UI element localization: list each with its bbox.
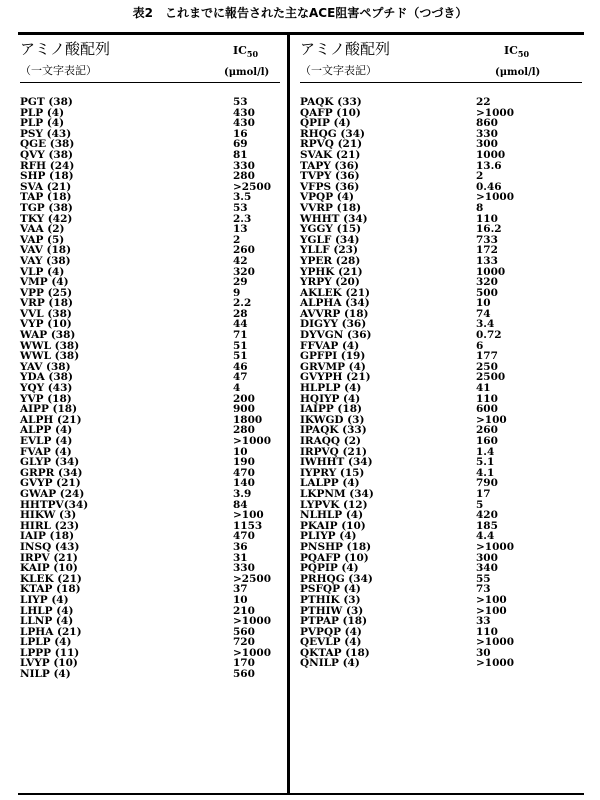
- ic50-value: 280: [233, 424, 255, 437]
- peptide-sequence: VVL (38): [20, 307, 72, 320]
- peptide-sequence: HIRL (23): [20, 519, 80, 532]
- peptide-sequence: PSY (43): [20, 127, 72, 140]
- peptide-sequence: IAIP (18): [20, 530, 75, 543]
- ic50-value: 30: [476, 646, 491, 659]
- peptide-sequence: SVAK (21): [300, 148, 361, 161]
- ic50-value: 110: [476, 392, 498, 405]
- ic50-value: 0.72: [476, 329, 502, 342]
- peptide-sequence: WWL (38): [20, 339, 80, 352]
- peptide-sequence: ALPH (21): [20, 413, 82, 426]
- ic50-value: 3.4: [476, 318, 495, 331]
- peptide-sequence: PTHIW (3): [300, 604, 364, 617]
- ic50-value: 13.6: [476, 159, 502, 172]
- peptide-sequence: IRPV (21): [20, 551, 78, 564]
- peptide-sequence: QVY (38): [20, 148, 73, 161]
- peptide-sequence: NLHLP (4): [300, 509, 364, 522]
- peptide-sequence: VVRP (18): [300, 201, 362, 214]
- ic50-value: 110: [476, 212, 498, 225]
- peptide-sequence: GLYP (34): [20, 456, 80, 469]
- ic50-value: 37: [233, 583, 248, 596]
- peptide-sequence: YDA (38): [20, 371, 73, 384]
- peptide-sequence: VFPS (36): [300, 180, 360, 193]
- ic50-value: 8: [476, 201, 484, 214]
- ic50-value: 330: [476, 127, 498, 140]
- peptide-sequence: QAFP (10): [300, 106, 361, 119]
- peptide-sequence: HIKW (3): [20, 509, 77, 522]
- ic50-value: >1000: [233, 646, 272, 659]
- ic50-value: 6: [476, 339, 484, 352]
- peptide-sequence: GVYPH (21): [300, 371, 371, 384]
- ic50-value: 860: [476, 117, 498, 130]
- ic50-value: 160: [476, 435, 498, 447]
- peptide-sequence: EVLP (4): [20, 435, 73, 447]
- peptide-sequence: DYVGN (36): [300, 329, 372, 342]
- peptide-sequence: TGP (38): [20, 201, 73, 214]
- peptide-sequence: RPVQ (21): [300, 138, 363, 151]
- peptide-sequence: QKTAP (18): [300, 646, 370, 659]
- peptide-sequence: FFVAP (4): [300, 339, 360, 352]
- ic50-value: 500: [476, 286, 498, 299]
- ic50-value: 110: [476, 625, 498, 638]
- ic50-value: >100: [233, 509, 264, 522]
- ic50-value: 53: [233, 96, 248, 108]
- peptide-sequence: LVYP (10): [20, 657, 78, 670]
- ic50-value: 320: [233, 265, 255, 278]
- ic50-value: 51: [233, 339, 248, 352]
- ic50-value: 81: [233, 148, 248, 161]
- peptide-sequence: LALPP (4): [300, 477, 360, 490]
- ic50-value: 1800: [233, 413, 263, 426]
- peptide-sequence: IYPRY (15): [300, 466, 365, 479]
- ic50-value: 430: [233, 117, 255, 130]
- ic50-value: 9: [233, 286, 241, 299]
- peptide-sequence: VRP (18): [20, 297, 73, 310]
- ic50-value: 1000: [476, 148, 506, 161]
- peptide-sequence: VPQP (4): [300, 191, 354, 204]
- peptide-sequence: GVYP (21): [20, 477, 81, 490]
- peptide-sequence: IAIPP (18): [300, 403, 362, 416]
- peptide-sequence: PSFQP (4): [300, 583, 361, 596]
- peptide-sequence: QGE (38): [20, 138, 75, 151]
- peptide-sequence: LKPNM (34): [300, 487, 374, 500]
- peptide-sequence: TVPY (36): [300, 170, 360, 183]
- peptide-sequence: AVVRP (18): [300, 307, 369, 320]
- header-rule: [300, 82, 582, 83]
- ic50-header: [233, 45, 258, 60]
- peptide-sequence: AIPP (18): [20, 403, 78, 416]
- ic50-value: 1153: [233, 519, 263, 532]
- peptide-sequence: VAA (2): [20, 223, 65, 236]
- peptide-sequence: TAP (18): [20, 191, 72, 204]
- ic50-value: 71: [233, 329, 248, 342]
- peptide-sequence: PNSHP (18): [300, 540, 372, 553]
- peptide-sequence: WWL (38): [20, 350, 80, 363]
- sequence-header: アミノ酸配列: [20, 40, 111, 58]
- peptide-sequence: LPHA (21): [20, 625, 82, 638]
- peptide-sequence: PTPAP (18): [300, 615, 368, 628]
- peptide-sequence: IWHHT (34): [300, 456, 373, 469]
- peptide-sequence: LHLP (4): [20, 604, 74, 617]
- peptide-sequence: PVPQP (4): [300, 625, 362, 638]
- peptide-sequence: LIYP (4): [20, 593, 69, 606]
- peptide-sequence: QEVLP (4): [300, 636, 362, 649]
- ic50-value: 2500: [476, 371, 506, 384]
- ic50-value: 4.1: [476, 466, 495, 479]
- peptide-sequence: PQPIP (4): [300, 562, 359, 575]
- ic50-value: 420: [476, 509, 498, 522]
- ic50-value: 16.2: [476, 223, 502, 236]
- ic50-value: >100: [476, 413, 507, 426]
- ic50-value: 31: [233, 551, 248, 564]
- peptide-sequence: VAV (18): [20, 244, 72, 257]
- ic50-value: 3.9: [233, 487, 252, 500]
- peptide-sequence: PLP (4): [20, 106, 65, 119]
- ic50-value: >2500: [233, 180, 272, 193]
- ic50-value: 300: [476, 138, 498, 151]
- ic50-value: 2.2: [233, 297, 252, 310]
- ic50-value: 10: [233, 445, 248, 458]
- peptide-sequence: VAY (38): [20, 254, 71, 267]
- ic50-value: 33: [476, 615, 491, 628]
- header-rule: [20, 82, 280, 83]
- ic50-value: 42: [233, 254, 248, 267]
- peptide-sequence: WAP (38): [20, 329, 76, 342]
- ic50-value: 250: [476, 360, 498, 373]
- ic50-value: 720: [233, 636, 255, 649]
- peptide-sequence: YAV (38): [20, 360, 71, 373]
- peptide-sequence: YVP (18): [20, 392, 72, 405]
- ic50-value: 470: [233, 530, 255, 543]
- peptide-sequence: YPER (28): [300, 254, 361, 267]
- ic50-value: >1000: [476, 657, 515, 670]
- ic50-value: >100: [476, 593, 507, 606]
- ic50-value: 900: [233, 403, 255, 416]
- ic50-value: 10: [233, 593, 248, 606]
- ic50-value: 200: [233, 392, 255, 405]
- peptide-sequence: GRPR (34): [20, 466, 83, 479]
- ic50-value: 16: [233, 127, 248, 140]
- ic50-value: 790: [476, 477, 498, 490]
- ic50-value: 3.5: [233, 191, 252, 204]
- peptide-sequence: YGLF (34): [300, 233, 360, 246]
- peptide-sequence: PKAIP (10): [300, 519, 366, 532]
- peptide-sequence: WHHT (34): [300, 212, 368, 225]
- column-divider: [287, 35, 290, 793]
- peptide-sequence: KLEK (21): [20, 572, 82, 585]
- ic50-header-main: IC: [504, 44, 518, 57]
- peptide-sequence: RFH (24): [20, 159, 75, 172]
- peptide-sequence: VPP (25): [20, 286, 73, 299]
- ic50-value: >2500: [233, 572, 272, 585]
- unit-header: (μmol/l): [224, 67, 270, 78]
- ic50-value: 260: [476, 424, 498, 437]
- ic50-value: 1000: [476, 265, 506, 278]
- ic50-value: 2.3: [233, 212, 252, 225]
- ic50-value: 84: [233, 498, 248, 511]
- table-title: 表2 これまでに報告された主なACE阻害ペプチド（つづき）: [132, 6, 468, 20]
- ic50-header: [504, 45, 529, 60]
- peptide-sequence: PLP (4): [20, 117, 65, 130]
- peptide-sequence: YGGY (15): [300, 223, 362, 236]
- ic50-value: 340: [476, 562, 498, 575]
- peptide-sequence: KTAP (18): [20, 583, 81, 596]
- ic50-value: 185: [476, 519, 498, 532]
- ic50-value: 47: [233, 371, 248, 384]
- peptide-sequence: GPFPI (19): [300, 350, 366, 363]
- ic50-value: 170: [233, 657, 255, 670]
- sequence-header: アミノ酸配列: [300, 40, 391, 58]
- bottom-rule: [18, 793, 584, 795]
- ic50-value: 430: [233, 106, 255, 119]
- ic50-value: 69: [233, 138, 248, 151]
- peptide-sequence: PRHQG (34): [300, 572, 373, 585]
- ic50-value: 280: [233, 170, 255, 183]
- ic50-value: >1000: [233, 435, 272, 447]
- ic50-value: 560: [233, 625, 255, 638]
- ic50-value: >1000: [476, 540, 515, 553]
- peptide-sequence: PAQK (33): [300, 96, 362, 108]
- ic50-value: 300: [476, 551, 498, 564]
- ic50-value: 5.1: [476, 456, 495, 469]
- ic50-value: 51: [233, 350, 248, 363]
- peptide-sequence: FVAP (4): [20, 445, 72, 458]
- peptide-sequence: ALPP (4): [20, 424, 73, 437]
- ic50-value: >1000: [476, 191, 515, 204]
- ic50-value: 4.4: [476, 530, 495, 543]
- ic50-value: 44: [233, 318, 248, 331]
- ic50-value: 733: [476, 233, 498, 246]
- ic50-value: 260: [233, 244, 255, 257]
- ic50-value: 177: [476, 350, 498, 363]
- ic50-value: 17: [476, 487, 491, 500]
- ic50-value: 74: [476, 307, 491, 320]
- ic50-value: 140: [233, 477, 255, 490]
- ic50-value: >100: [476, 604, 507, 617]
- ic50-value: 560: [233, 668, 255, 681]
- peptide-sequence: HQIYP (4): [300, 392, 361, 405]
- peptide-sequence: YLLF (23): [300, 244, 358, 257]
- ic50-value: 53: [233, 201, 248, 214]
- ic50-value: 73: [476, 583, 491, 596]
- top-rule: [18, 32, 584, 35]
- peptide-sequence: VLP (4): [20, 265, 65, 278]
- peptide-sequence: IPAQK (33): [300, 424, 367, 437]
- ic50-value: 5: [476, 498, 484, 511]
- ic50-value: 2: [233, 233, 241, 246]
- peptide-sequence: SVA (21): [20, 180, 72, 193]
- peptide-sequence: VMP (4): [20, 276, 69, 289]
- peptide-sequence: LYPVK (12): [300, 498, 368, 511]
- peptide-sequence: TKY (42): [20, 212, 73, 225]
- peptide-sequence: TAPY (36): [300, 159, 359, 172]
- peptide-sequence: PQAFP (10): [300, 551, 369, 564]
- peptide-sequence: YRPY (20): [300, 276, 360, 289]
- peptide-sequence: YQY (43): [20, 382, 73, 395]
- ic50-value: 28: [233, 307, 248, 320]
- sequence-subheader: （一文字表記）: [300, 64, 377, 77]
- peptide-sequence: GRVMP (4): [300, 360, 366, 373]
- peptide-sequence: SHP (18): [20, 170, 74, 183]
- peptide-sequence: ALPHA (34): [300, 297, 370, 310]
- peptide-sequence: IRAQQ (2): [300, 435, 361, 447]
- ic50-value: 210: [233, 604, 255, 617]
- peptide-sequence: IKWGD (3): [300, 413, 365, 426]
- ic50-value: >1000: [233, 615, 272, 628]
- peptide-sequence: GWAP (24): [20, 487, 85, 500]
- peptide-sequence: LPPP (11): [20, 646, 80, 659]
- unit-header: (μmol/l): [495, 67, 541, 78]
- ic50-value: >1000: [476, 636, 515, 649]
- ic50-value: 470: [233, 466, 255, 479]
- ic50-value: 29: [233, 276, 248, 289]
- ic50-value: 22: [476, 96, 491, 108]
- peptide-sequence: PLIYP (4): [300, 530, 357, 543]
- ic50-value: 330: [233, 159, 255, 172]
- ic50-value: 600: [476, 403, 498, 416]
- ic50-value: >1000: [476, 106, 515, 119]
- ic50-value: 41: [476, 382, 491, 395]
- ic50-header-subscript: 50: [517, 49, 530, 60]
- ic50-header-subscript: 50: [246, 49, 259, 60]
- ic50-value: 10: [476, 297, 491, 310]
- ic50-value: 36: [233, 540, 248, 553]
- ic50-value: 330: [233, 562, 255, 575]
- peptide-sequence: PGT (38): [20, 96, 73, 108]
- peptide-sequence: LPLP (4): [20, 636, 72, 649]
- ic50-value: 1.4: [476, 445, 495, 458]
- peptide-sequence: HHTPV(34): [20, 498, 89, 511]
- peptide-sequence: AKLEK (21): [300, 286, 370, 299]
- peptide-sequence: VYP (10): [20, 318, 72, 331]
- peptide-sequence: INSQ (43): [20, 540, 80, 553]
- sequence-subheader: （一文字表記）: [20, 64, 97, 77]
- peptide-sequence: RHQG (34): [300, 127, 365, 140]
- peptide-sequence: QPIP (4): [300, 117, 351, 130]
- ic50-value: 0.46: [476, 180, 502, 193]
- peptide-sequence: IRPVQ (21): [300, 445, 368, 458]
- ic50-value: 2: [476, 170, 484, 183]
- ic50-value: 55: [476, 572, 491, 585]
- ic50-value: 190: [233, 456, 255, 469]
- peptide-sequence: PTHIK (3): [300, 593, 361, 606]
- peptide-sequence: YPHK (21): [300, 265, 363, 278]
- peptide-sequence: LLNP (4): [20, 615, 74, 628]
- peptide-sequence: DIGYY (36): [300, 318, 367, 331]
- ic50-value: 133: [476, 254, 498, 267]
- ic50-value: 172: [476, 244, 498, 257]
- ic50-value: 13: [233, 223, 248, 236]
- ic50-value: 46: [233, 360, 248, 373]
- ic50-header-main: IC: [233, 44, 247, 57]
- peptide-sequence: KAIP (10): [20, 562, 78, 575]
- peptide-sequence: VAP (5): [20, 233, 65, 246]
- peptide-sequence: NILP (4): [20, 668, 71, 681]
- peptide-sequence: HLPLP (4): [300, 382, 362, 395]
- ic50-value: 320: [476, 276, 498, 289]
- peptide-sequence: QNILP (4): [300, 657, 360, 670]
- ic50-value: 4: [233, 382, 241, 395]
